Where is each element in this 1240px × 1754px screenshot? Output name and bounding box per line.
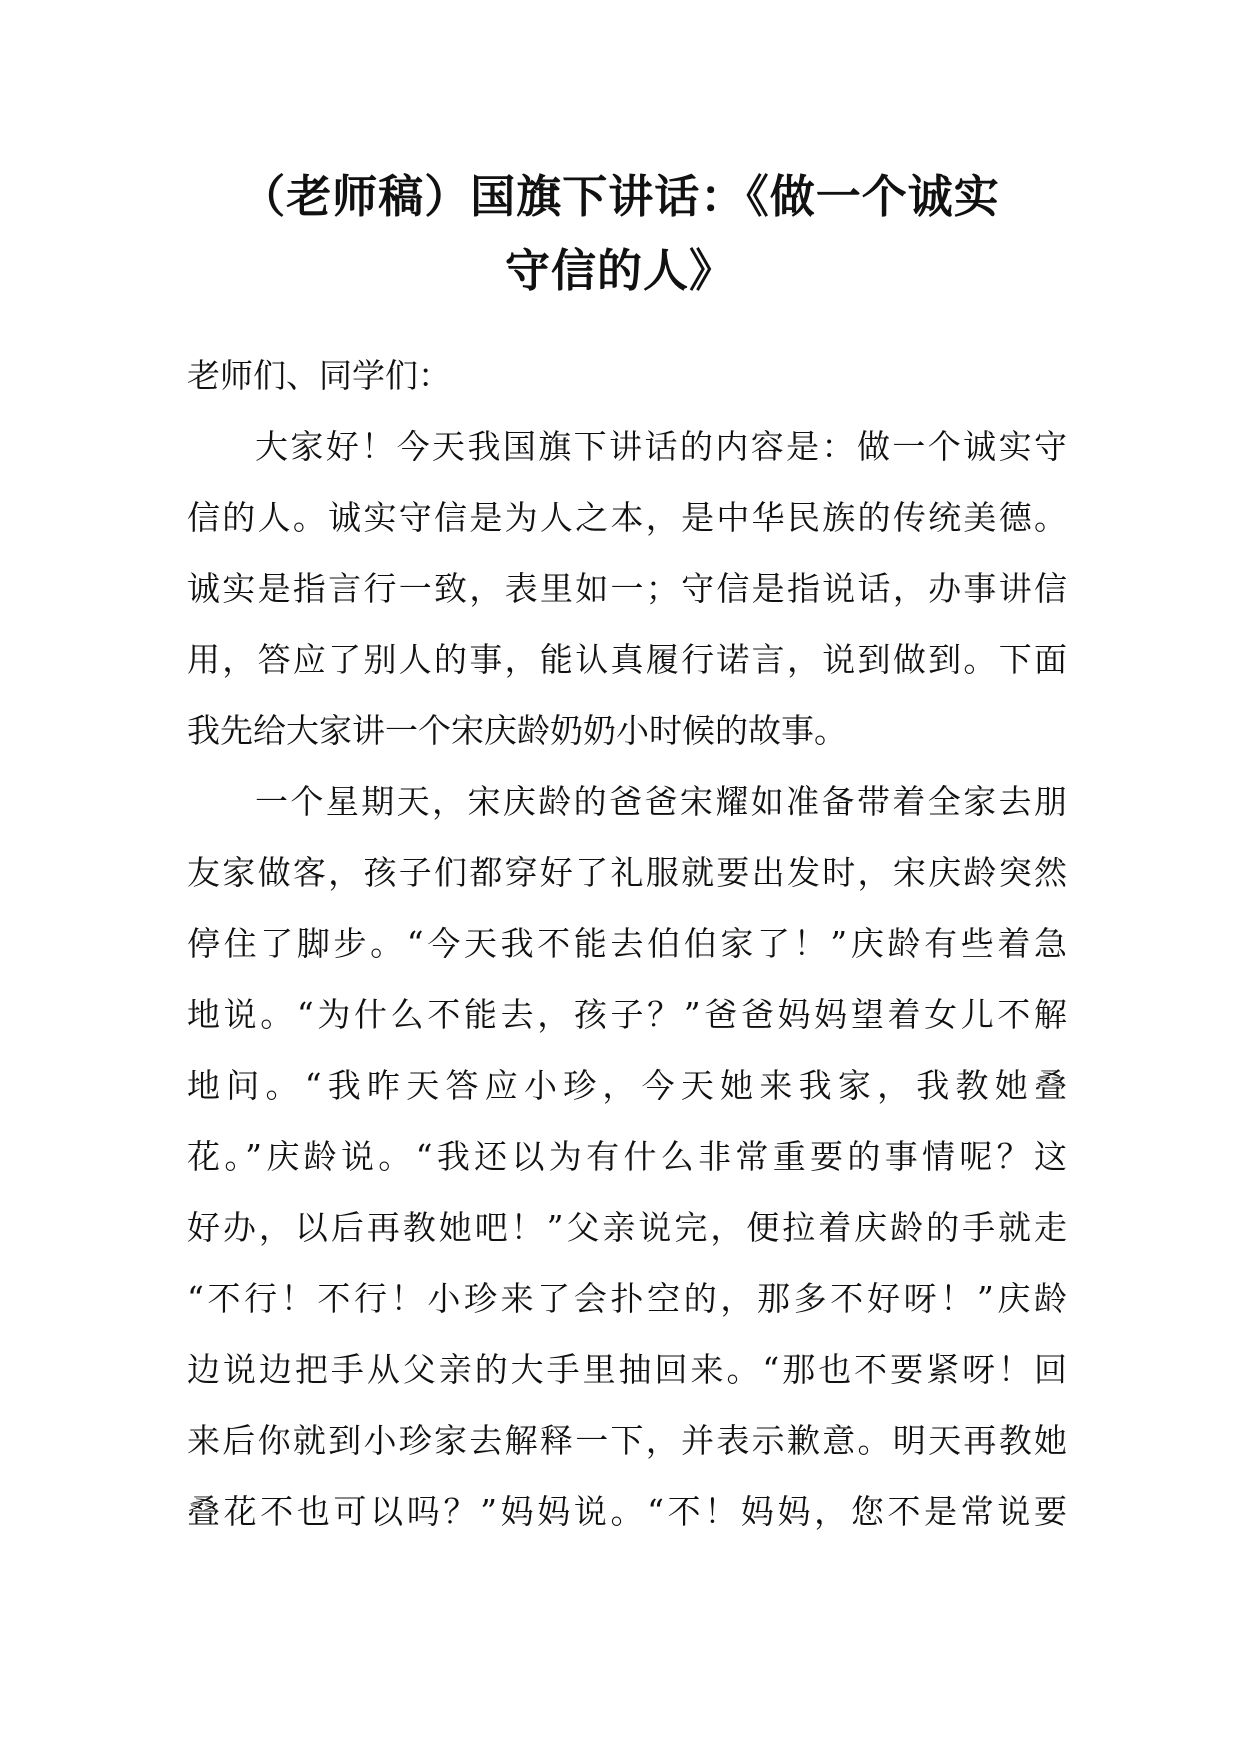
paragraph-line: 来后你就到小珍家去解释一下，并表示歉意。明天再教她 — [187, 1421, 1067, 1460]
paragraph-line: 信的人。诚实守信是为人之本，是中华民族的传统美德。 — [187, 498, 1067, 537]
document-body — [187, 340, 1067, 1547]
paragraph-line: 花。”庆龄说。“我还以为有什么非常重要的事情呢？这 — [187, 1137, 1067, 1176]
paragraph-line: 停住了脚步。“今天我不能去伯伯家了！”庆龄有些着急 — [187, 924, 1067, 963]
paragraph-line: 诚实是指言行一致，表里如一；守信是指说话，办事讲信 — [187, 569, 1067, 608]
paragraph-line: 叠花不也可以吗？”妈妈说。“不！妈妈，您不是常说要 — [187, 1492, 1067, 1531]
title-line-1: （老师稿）国旗下讲话：《做一个诚实 — [240, 170, 1000, 223]
paragraph-line: 地说。“为什么不能去，孩子？”爸爸妈妈望着女儿不解 — [187, 995, 1067, 1034]
salutation: 老师们、同学们： — [187, 356, 451, 395]
paragraph-line: 边说边把手从父亲的大手里抽回来。“那也不要紧呀！回 — [187, 1350, 1067, 1389]
paragraph-line: 用，答应了别人的事，能认真履行诺言，说到做到。下面 — [187, 640, 1067, 679]
paragraph-line: 好办，以后再教她吧！”父亲说完，便拉着庆龄的手就走 — [187, 1208, 1067, 1247]
paragraph-line: 一个星期天，宋庆龄的爸爸宋耀如准备带着全家去朋 — [255, 782, 1067, 821]
paragraph-line: “不行！不行！小珍来了会扑空的，那多不好呀！”庆龄 — [187, 1279, 1067, 1318]
title-line-2: 守信的人》 — [504, 244, 735, 297]
paragraph-line: 地问。“我昨天答应小珍，今天她来我家，我教她叠 — [187, 1066, 1067, 1105]
document-title — [130, 160, 1110, 308]
paragraph-line: 我先给大家讲一个宋庆龄奶奶小时候的故事。 — [187, 711, 847, 750]
paragraph-line: 大家好！今天我国旗下讲话的内容是：做一个诚实守 — [255, 427, 1067, 466]
paragraph-line: 友家做客，孩子们都穿好了礼服就要出发时，宋庆龄突然 — [187, 853, 1067, 892]
